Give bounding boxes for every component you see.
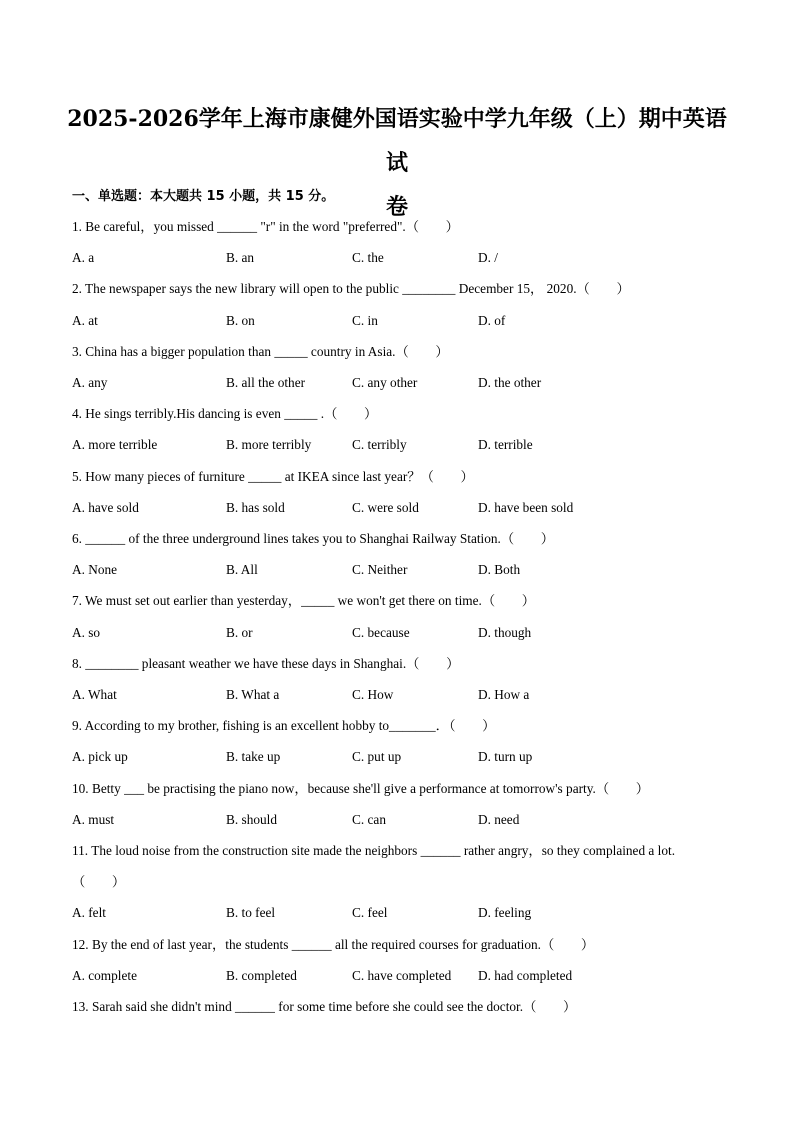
- option-c: C. have completed: [352, 968, 452, 983]
- question-2-stem: 2. The newspaper says the new library will open to the public ________ December 15， 2020.（ ）: [72, 281, 630, 296]
- question-8-options: [72, 686, 722, 704]
- option-c: C. were sold: [352, 500, 419, 515]
- option-b: B. What a: [226, 687, 280, 702]
- question-11-stem-continuation: （ ）: [72, 874, 126, 889]
- exam-title-line2: 卷: [385, 194, 408, 220]
- question-7-options: [72, 624, 722, 642]
- section-heading: 一、单选题：本大题共 15 小题，共 15 分。: [72, 189, 335, 204]
- option-d: D. of: [478, 313, 506, 328]
- question-1-options: [72, 249, 722, 267]
- question-10-stem: 10. Betty ___ be practising the piano now，because she'll give a performance at tomorrow's party.（ ）: [72, 781, 650, 796]
- option-b: B. All: [226, 562, 258, 577]
- question-4-options: [72, 436, 722, 454]
- option-c: C. because: [352, 625, 410, 640]
- question-6-options: [72, 561, 722, 579]
- question-9-options: [72, 748, 722, 766]
- question-11-stem: 11. The loud noise from the construction site made the neighbors ______ rather angry，so they complained a lot.: [72, 843, 676, 858]
- exam-title: [60, 97, 734, 229]
- question-1-stem: 1. Be careful，you missed ______ "r" in the word "preferred".（ ）: [72, 219, 459, 234]
- option-a: A. have sold: [72, 500, 139, 515]
- question-3-options: [72, 374, 722, 392]
- option-b: B. take up: [226, 749, 281, 764]
- question-12-stem: 12. By the end of last year，the students ______ all the required courses for graduation.（ ）: [72, 937, 595, 952]
- option-a: A. a: [72, 250, 95, 265]
- option-c: C. feel: [352, 905, 388, 920]
- option-a: A. any: [72, 375, 108, 390]
- option-b: B. an: [226, 250, 255, 265]
- option-d: D. the other: [478, 375, 542, 390]
- option-a: A. None: [72, 562, 118, 577]
- question-5-options: [72, 499, 722, 517]
- option-c: C. the: [352, 250, 384, 265]
- option-b: B. has sold: [226, 500, 285, 515]
- question-11-options: [72, 904, 722, 922]
- option-d: D. feeling: [478, 905, 532, 920]
- option-a: A. so: [72, 625, 101, 640]
- option-b: B. should: [226, 812, 277, 827]
- question-6-stem: 6. ______ of the three underground lines takes you to Shanghai Railway Station.（ ）: [72, 531, 555, 546]
- option-c: C. terribly: [352, 437, 407, 452]
- option-d: D. /: [478, 250, 498, 265]
- question-10-options: [72, 811, 722, 829]
- question-2-options: [72, 312, 722, 330]
- question-12-options: [72, 967, 722, 985]
- option-d: D. though: [478, 625, 532, 640]
- option-c: C. can: [352, 812, 386, 827]
- option-c: C. any other: [352, 375, 418, 390]
- exam-title-line1: 2025-2026学年上海市康健外国语实验中学九年级（上）期中英语试: [67, 106, 727, 176]
- option-b: B. all the other: [226, 375, 306, 390]
- option-b: B. more terribly: [226, 437, 312, 452]
- question-5-stem: 5. How many pieces of furniture _____ at IKEA since last year？（ ）: [72, 469, 474, 484]
- option-c: C. Neither: [352, 562, 408, 577]
- option-c: C. put up: [352, 749, 402, 764]
- option-a: A. complete: [72, 968, 137, 983]
- question-13-stem: 13. Sarah said she didn't mind ______ for some time before she could see the doctor.（ ）: [72, 999, 577, 1014]
- question-8-stem: 8. ________ pleasant weather we have these days in Shanghai.（ ）: [72, 656, 460, 671]
- option-b: B. completed: [226, 968, 297, 983]
- option-c: C. in: [352, 313, 378, 328]
- option-b: B. or: [226, 625, 253, 640]
- option-d: D. have been sold: [478, 500, 574, 515]
- option-d: D. need: [478, 812, 520, 827]
- option-a: A. must: [72, 812, 115, 827]
- question-3-stem: 3. China has a bigger population than _____ country in Asia.（ ）: [72, 344, 449, 359]
- option-a: A. felt: [72, 905, 106, 920]
- option-c: C. How: [352, 687, 394, 702]
- option-a: A. What: [72, 687, 117, 702]
- option-d: D. had completed: [478, 968, 573, 983]
- option-b: B. to feel: [226, 905, 276, 920]
- option-a: A. pick up: [72, 749, 128, 764]
- option-a: A. more terrible: [72, 437, 158, 452]
- question-9-stem: 9. According to my brother, fishing is an excellent hobby to_______．（ ）: [72, 718, 496, 733]
- option-b: B. on: [226, 313, 255, 328]
- question-7-stem: 7. We must set out earlier than yesterday，_____ we won't get there on time.（ ）: [72, 593, 536, 608]
- option-d: D. Both: [478, 562, 521, 577]
- option-d: D. turn up: [478, 749, 533, 764]
- option-a: A. at: [72, 313, 98, 328]
- option-d: D. How a: [478, 687, 530, 702]
- option-d: D. terrible: [478, 437, 533, 452]
- question-4-stem: 4. He sings terribly.His dancing is even _____ .（ ）: [72, 406, 378, 421]
